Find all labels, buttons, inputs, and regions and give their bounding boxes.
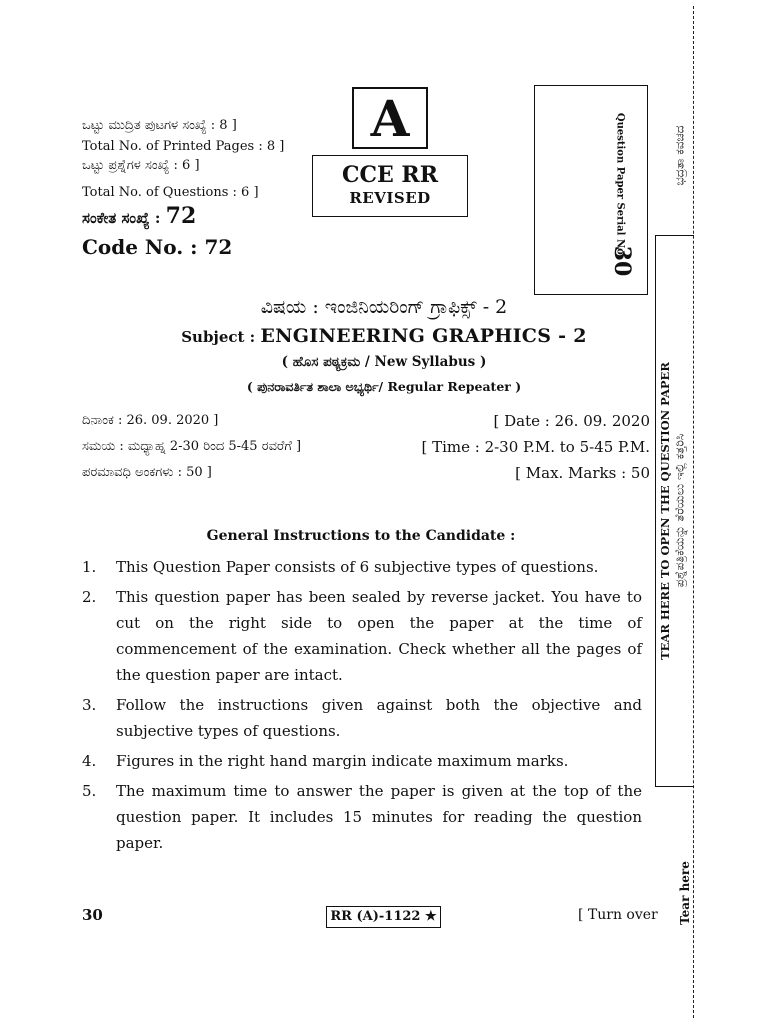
subject-label: Subject : — [181, 328, 256, 346]
kn-max-marks: ಪರಮಾವಧಿ ಅಂಕಗಳು : 50 ] — [82, 465, 212, 480]
kn-time: ಸಮಯ : ಮಧ್ಯಾಹ್ನ 2-30 ರಿಂದ 5-45 ರವರೆಗೆ ] — [82, 439, 302, 454]
kn-code-line — [82, 203, 196, 229]
syllabus: ( ಹೊಸ ಪಠ್ಯಕ್ರಮ / New Syllabus ) — [281, 354, 487, 370]
instruction-item: 5. The maximum time to answer the paper is given at the top of the question paper. It includes 15 minutes for reading the question paper. — [82, 782, 642, 852]
turn-over: [ Turn over — [578, 907, 658, 923]
tear-instruction-en: TEAR HERE TO OPEN THE QUESTION PAPER — [658, 362, 672, 660]
cce-subtitle: REVISED — [349, 189, 431, 207]
max-marks: [ Max. Marks : 50 — [515, 464, 650, 482]
code-value: 72 — [204, 235, 233, 259]
kn-code-label: ಸಂಕೇತ ಸಂಖ್ಯೆ : — [82, 209, 161, 227]
printed-pages: Total No. of Printed Pages : 8 ] — [82, 139, 285, 154]
exam-time: [ Time : 2-30 P.M. to 5-45 P.M. — [421, 438, 650, 456]
subject-kannada: ವಿಷಯ : ಇಂಜಿನಿಯರಿಂಗ್ ಗ್ರಾಫಿಕ್ಸ್ - 2 — [260, 296, 508, 318]
cce-title: CCE RR — [341, 162, 438, 188]
instruction-item: 2. This question paper has been sealed by reverse jacket. You have to cut on the right side to open the paper at the time of commencement of the examination. Check whether all the pages of the question paper are intact. — [82, 588, 642, 684]
tear-here-label: Tear here — [678, 861, 692, 925]
exam-date: [ Date : 26. 09. 2020 — [493, 412, 650, 430]
cce-box — [312, 155, 468, 217]
serial-number: 30 — [609, 245, 635, 277]
page-number: 30 — [82, 906, 103, 924]
instruction-item: 1. This Question Paper consists of 6 subjective types of questions. — [82, 558, 599, 576]
kn-total-questions: ಒಟ್ಟು ಪ್ರಶ್ನೆಗಳ ಸಂಖ್ಯೆ : 6 ] — [82, 158, 200, 173]
paper-code: RR (A)-1122 ★ — [326, 906, 441, 928]
total-questions: Total No. of Questions : 6 ] — [82, 185, 259, 200]
code-line — [82, 235, 232, 259]
kn-code-value: 72 — [165, 203, 197, 229]
repeater: ( ಪುನರಾವರ್ತಿತ ಶಾಲಾ ಅಭ್ಯರ್ಥಿ/ Regular Repeater ) — [246, 379, 522, 394]
kn-date: ದಿನಾಂಕ : 26. 09. 2020 ] — [82, 413, 219, 428]
instruction-item: 3. Follow the instructions given against both the objective and subjective types of questions. — [82, 696, 642, 740]
subject-line — [0, 325, 768, 347]
instructions-heading: General Instructions to the Candidate : — [206, 528, 516, 544]
version-letter-box: A — [352, 87, 428, 149]
code-label: Code No. : — [82, 235, 198, 259]
kn-security-cover: ಭದ್ರತಾ ಕವಚದ — [672, 125, 687, 186]
kn-printed-pages: ಒಟ್ಟು ಮುದ್ರಿತ ಪುಟಗಳ ಸಂಖ್ಯೆ : 8 ] — [82, 118, 237, 133]
serial-label: Question Paper Serial No. — [614, 112, 626, 259]
subject-name: ENGINEERING GRAPHICS - 2 — [260, 325, 587, 347]
tear-instruction-kn: ಪ್ರಶ್ನೆಪತ್ರಿಕೆಯನ್ನು ತೆರೆಯಲು ಇಲ್ಲಿ ಕತ್ತರಿಸಿ — [672, 433, 687, 588]
instruction-item: 4. Figures in the right hand margin indicate maximum marks. — [82, 752, 569, 770]
